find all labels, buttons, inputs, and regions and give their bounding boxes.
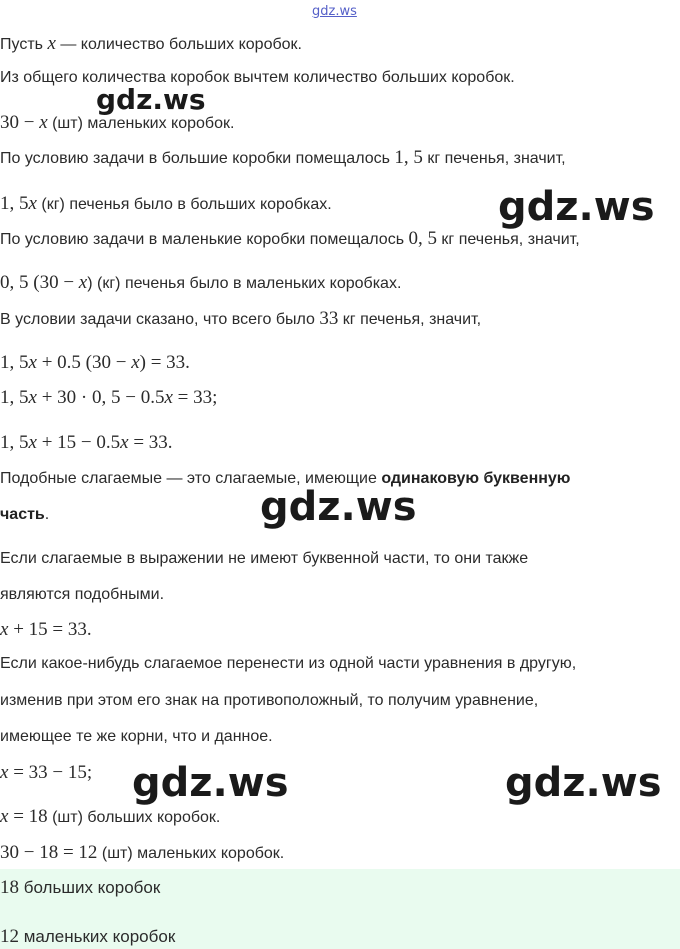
text: (кг) печенья было в больших коробках. — [36, 196, 332, 213]
text: больших коробок — [19, 878, 161, 897]
watermark: gdz.ws — [505, 760, 662, 806]
math: = 33. — [128, 432, 173, 453]
text: маленьких коробок — [19, 927, 176, 946]
math: = 33 − 15; — [8, 762, 93, 783]
math: 1, 5 — [0, 387, 29, 408]
text: являются подобными. — [0, 586, 165, 603]
math: x — [0, 806, 9, 827]
text: кг печенья, значит, — [436, 231, 580, 248]
watermark: gdz.ws — [260, 484, 417, 530]
text: (шт) маленьких коробок. — [97, 845, 285, 862]
answer-line — [0, 927, 175, 946]
math: x — [28, 387, 37, 408]
equation-line — [0, 433, 173, 452]
math: 33 — [319, 308, 339, 329]
text: Из общего количества коробок вычтем количество больших коробок. — [0, 69, 515, 86]
math: x — [28, 193, 37, 214]
math: x — [28, 352, 37, 373]
text-line — [0, 656, 576, 672]
math: 1, 5 — [394, 147, 423, 168]
watermark: gdz.ws — [132, 760, 289, 806]
text-line — [0, 229, 580, 248]
math: 30 − — [0, 112, 40, 133]
math: x — [0, 619, 9, 640]
text-line — [0, 148, 566, 167]
math: 0, 5 — [408, 228, 437, 249]
text: — количество больших коробок. — [55, 36, 302, 53]
text: Если какое-нибудь слагаемое перенести из одной части уравнения в другую, — [0, 655, 577, 672]
text: (шт) больших коробок. — [47, 809, 221, 826]
math: + 15 − 0.5 — [36, 432, 121, 453]
text-line — [0, 693, 538, 709]
text: По условию задачи в большие коробки помещалось — [0, 150, 395, 167]
text: кг печенья, значит, — [422, 150, 566, 167]
math: + 30 · 0, 5 − 0.5 — [36, 387, 165, 408]
text-line — [0, 729, 273, 745]
text-line — [0, 587, 164, 603]
equation-line — [0, 763, 92, 782]
watermark: gdz.ws — [498, 184, 655, 230]
text-line — [0, 34, 302, 53]
text: Подобные слагаемые — это слагаемые, имеющие — [0, 470, 382, 487]
math: 0, 5 (30 − — [0, 272, 79, 293]
text: По условию задачи в маленькие коробки помещалось — [0, 231, 409, 248]
math: + 0.5 (30 − — [36, 352, 132, 373]
math: x — [120, 432, 129, 453]
math: 1, 5 — [0, 352, 29, 373]
math: x — [28, 432, 37, 453]
math: x — [78, 272, 88, 293]
math: x — [47, 33, 56, 54]
math: x — [164, 387, 173, 408]
watermark-link[interactable]: gdz.ws — [312, 4, 357, 19]
math: + 15 = 33. — [8, 619, 92, 640]
math: = 18 — [8, 806, 48, 827]
math: 30 − 18 = 12 — [0, 842, 98, 863]
text: кг печенья, значит, — [338, 311, 482, 328]
text: изменив при этом его знак на противоположный, то получим уравнение, — [0, 692, 539, 709]
text-line — [0, 843, 284, 862]
math: x — [39, 112, 48, 133]
math: x — [131, 352, 140, 373]
math: x — [0, 762, 9, 783]
bold-term: одинаковую буквенную — [381, 470, 571, 487]
equation-line — [0, 353, 190, 372]
text: . — [44, 506, 50, 523]
math: ) = 33. — [139, 352, 190, 373]
text: В условии задачи сказано, что всего было — [0, 311, 320, 328]
math: 12 — [0, 926, 19, 947]
answer-line — [0, 878, 160, 897]
text: Если слагаемые в выражении не имеют буквенной части, то они также — [0, 550, 529, 567]
equation-line — [0, 388, 217, 407]
math: 1, 5 — [0, 432, 29, 453]
text-line — [0, 194, 332, 213]
math: 18 — [0, 877, 19, 898]
text-line — [0, 309, 481, 328]
text: ) (кг) печенья было в маленьких коробках. — [87, 275, 402, 292]
text: (шт) маленьких коробок. — [47, 115, 235, 132]
math: = 33; — [172, 387, 218, 408]
text-line — [0, 807, 220, 826]
text-line — [0, 273, 401, 292]
equation-line — [0, 620, 92, 639]
watermark: gdz.ws — [96, 83, 206, 116]
text: имеющее те же корни, что и данное. — [0, 728, 273, 745]
bold-term: часть — [0, 506, 45, 523]
text-line — [0, 70, 515, 86]
text-line — [0, 551, 528, 567]
text-line — [0, 507, 49, 523]
math: 1, 5 — [0, 193, 29, 214]
text: Пусть — [0, 36, 48, 53]
